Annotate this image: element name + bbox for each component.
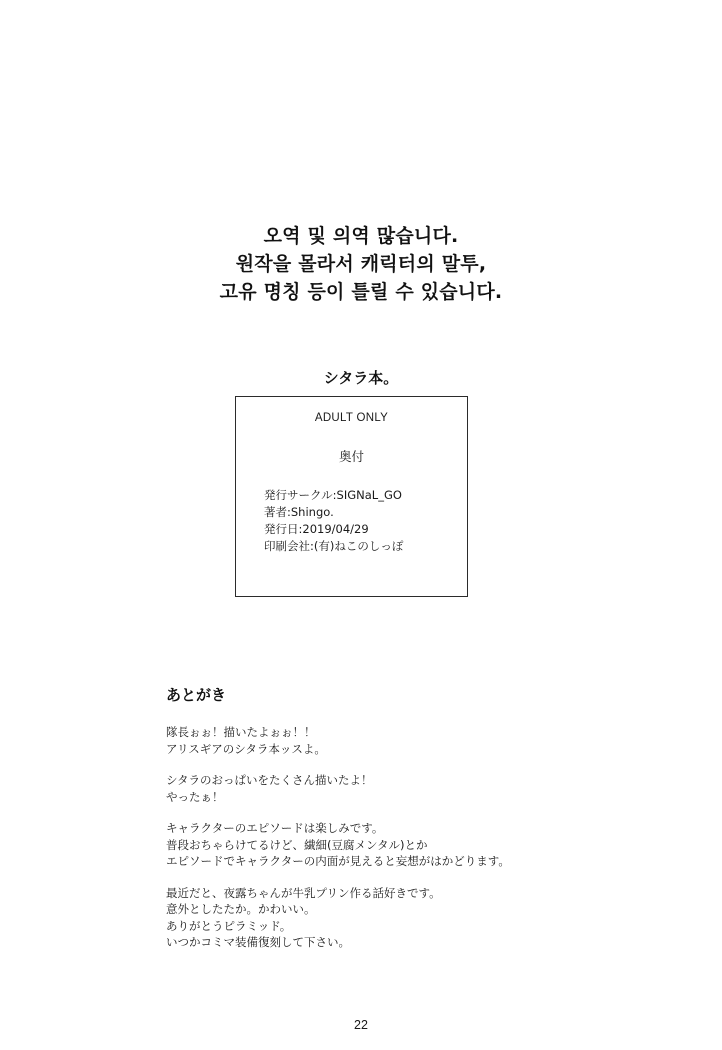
page-number: 22 bbox=[354, 1018, 368, 1032]
colophon-detail-printer: 印刷会社:(有)ねこのしっぽ bbox=[264, 539, 404, 553]
afterword-line: 最近だと、夜露ちゃんが牛乳プリン作る話好きです。 bbox=[166, 885, 441, 900]
afterword-paragraph bbox=[166, 772, 646, 805]
translator-note bbox=[0, 222, 722, 306]
afterword-line: エピソードでキャラクターの内面が見えると妄想がはかどります。 bbox=[166, 854, 510, 868]
afterword-line: 普段おちゃらけてるけど、繊細(豆腐メンタル)とか bbox=[166, 837, 428, 852]
afterword-line: ありがとうピラミッド。 bbox=[166, 918, 292, 933]
colophon-heading: 奥付 bbox=[338, 449, 364, 464]
afterword-line: アリスギアのシタラ本ッスよ。 bbox=[166, 741, 326, 756]
afterword-line: シタラのおっぱいをたくさん描いたよ！ bbox=[166, 773, 373, 787]
colophon-detail-date: 発行日:2019/04/29 bbox=[264, 522, 369, 536]
translator-note-line-2: 원작을 몰라서 캐릭터의 말투, bbox=[235, 253, 487, 275]
colophon-box bbox=[235, 396, 468, 597]
afterword-line: 意外としたたか。かわいい。 bbox=[166, 902, 316, 916]
afterword-line: キャラクターのエピソードは楽しみです。 bbox=[166, 821, 384, 835]
colophon-title: シタラ本。 bbox=[323, 369, 399, 387]
colophon-details bbox=[236, 487, 467, 555]
adult-only-label: ADULT ONLY bbox=[314, 412, 389, 424]
colophon-detail-circle: 発行サークル:SIGNaL_GO bbox=[264, 488, 402, 502]
afterword-paragraph bbox=[166, 885, 646, 951]
afterword-section bbox=[166, 684, 646, 966]
afterword-paragraph bbox=[166, 820, 646, 870]
afterword-line: やったぁ！ bbox=[166, 789, 224, 804]
translator-note-line-3: 고유 명칭 등이 틀릴 수 있습니다. bbox=[219, 281, 503, 303]
afterword-line: いつかコミマ装備復刻して下さい。 bbox=[166, 935, 350, 949]
afterword-title: あとがき bbox=[166, 686, 227, 704]
colophon-detail-author: 著者:Shingo. bbox=[264, 505, 334, 519]
translator-note-line-1: 오역 및 의역 많습니다. bbox=[263, 225, 459, 247]
afterword-line: 隊長ぉぉ！描いたよぉぉ！！ bbox=[166, 725, 316, 739]
afterword-paragraph bbox=[166, 724, 646, 757]
